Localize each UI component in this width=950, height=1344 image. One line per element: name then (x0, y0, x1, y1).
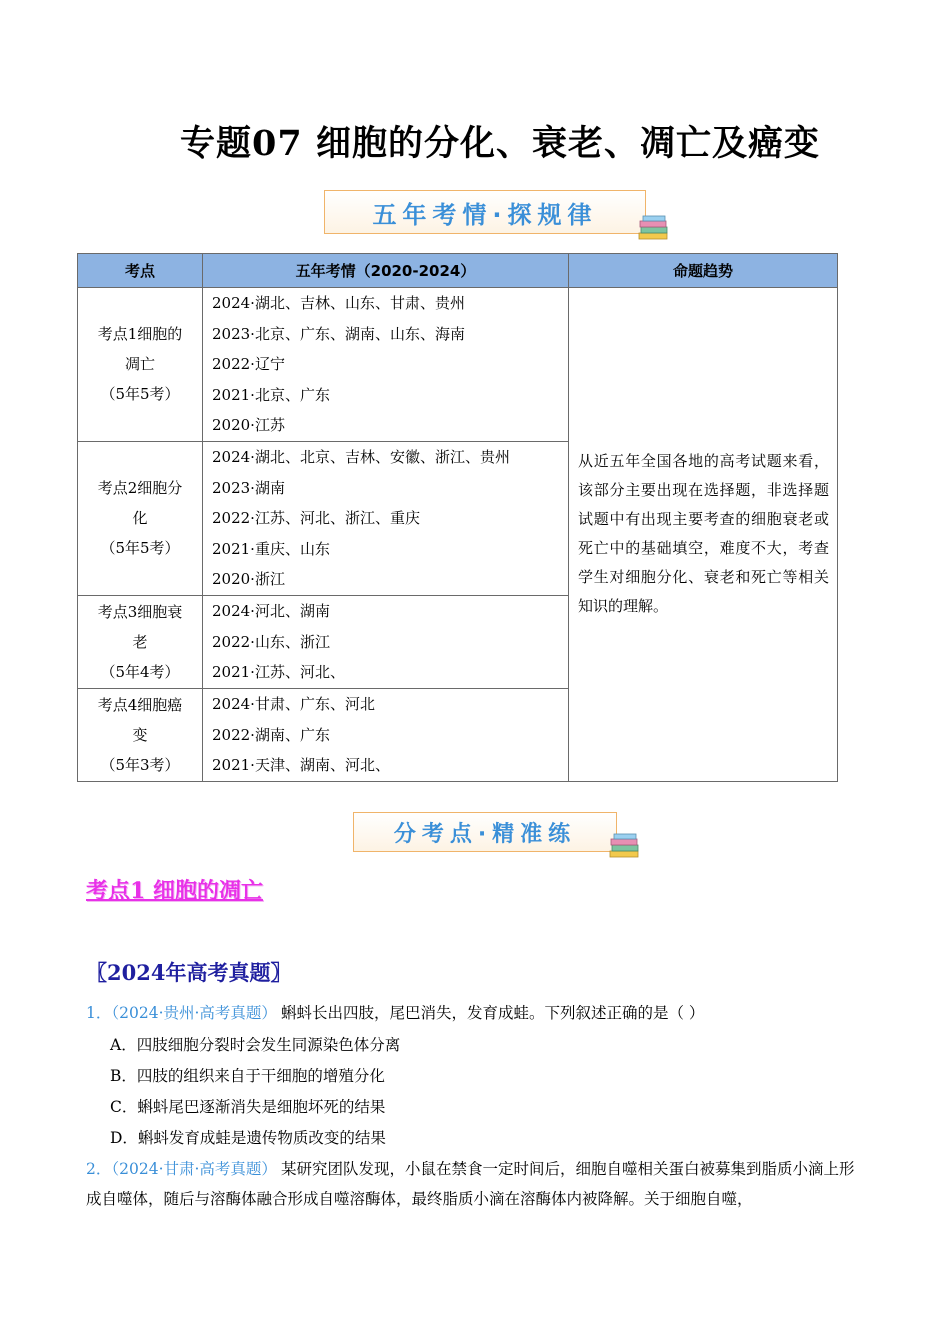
year-entry: 2020·江苏 (212, 416, 285, 435)
point-label: 考点4细胞癌 (97, 695, 183, 714)
header-point: 考点 (78, 254, 203, 288)
years-cell (203, 595, 569, 688)
year-entry: 2024·湖北、吉林、山东、甘肃、贵州 (212, 294, 465, 312)
header-years: 五年考情（2020-2024） (203, 254, 569, 288)
year-entry: 2022·江苏、河北、浙江、重庆 (212, 509, 420, 528)
point-label: 化 (132, 509, 148, 528)
question-number: 2． (86, 1160, 112, 1178)
question-stem: 某研究团队发现，小鼠在禁食一定时间后，细胞自噬相关蛋白被募集到脂质小滴上形成自噬体，随后与溶酶体融合形成自噬溶酶体，最终脂质小滴在溶酶体内被降解。关于细胞自噬， (86, 1160, 855, 1208)
year-entry: 2022·湖南、广东 (212, 725, 330, 744)
books-icon (637, 215, 671, 241)
point-cell (78, 595, 203, 688)
point-count: （5年5考） (100, 539, 180, 558)
year-entry: 2021·重庆、山东 (212, 539, 330, 558)
exam-analysis-table (77, 253, 838, 782)
option-c: C．蝌蚪尾巴逐渐消失是细胞坏死的结果 (110, 1098, 386, 1116)
question-1 (86, 998, 704, 1028)
point-label: 老 (132, 632, 148, 651)
point-label: 变 (132, 725, 148, 744)
point-cell (78, 441, 203, 595)
point-label: 凋亡 (124, 355, 155, 374)
years-cell (203, 441, 569, 595)
year-entry: 2023·北京、广东、湖南、山东、海南 (212, 324, 465, 343)
banner-label: 分考点·精准练 (393, 821, 577, 847)
question-2 (86, 1154, 866, 1214)
year-entry: 2021·北京、广东 (212, 385, 330, 404)
banner-label: 五年考情·探规律 (372, 200, 598, 229)
point-count: （5年4考） (100, 662, 180, 681)
subheading: 〖2024年高考真题〗 (86, 960, 292, 985)
option-a: A．四肢细胞分裂时会发生同源染色体分离 (110, 1036, 401, 1054)
year-entry: 2021·天津、湖南、河北、 (212, 756, 390, 775)
trend-cell: 从近五年全国各地的高考试题来看，该部分主要出现在选择题，非选择题试题中有出现主要考查的细胞衰老或死亡中的基础填空，难度不大，考查学生对细胞分化、衰老和死亡等相关知识的理解。 (569, 288, 838, 782)
option-d: D．蝌蚪发育成蛙是遗传物质改变的结果 (110, 1129, 386, 1147)
point-cell (78, 688, 203, 781)
point-count: （5年5考） (100, 385, 180, 404)
point-cell (78, 288, 203, 442)
year-entry: 2024·河北、湖南 (212, 601, 330, 620)
point-label: 考点3细胞衰 (97, 602, 183, 621)
question-number: 1． (86, 1004, 112, 1022)
section-title: 考点1 细胞的凋亡 (86, 878, 263, 904)
section-banner-trends (324, 190, 646, 234)
year-entry: 2024·湖北、北京、吉林、安徽、浙江、贵州 (212, 447, 510, 466)
page-title: 专题07 细胞的分化、衰老、凋亡及癌变 (180, 123, 820, 164)
question-source: （2024·甘肃·高考真题） (111, 1160, 277, 1178)
year-entry: 2022·山东、浙江 (212, 632, 330, 651)
point-label: 考点1细胞的 (97, 325, 183, 344)
years-cell (203, 288, 569, 442)
years-cell (203, 688, 569, 781)
option-b: B．四肢的组织来自于干细胞的增殖分化 (110, 1067, 385, 1085)
year-entry: 2020·浙江 (212, 570, 285, 589)
point-count: （5年3考） (100, 755, 180, 774)
question-stem: 蝌蚪长出四肢，尾巴消失，发育成蛙。下列叙述正确的是（ ） (280, 1004, 705, 1022)
year-entry: 2021·江苏、河北、 (212, 663, 345, 682)
year-entry: 2024·甘肃、广东、河北 (212, 694, 375, 713)
section-banner-practice (353, 812, 617, 852)
header-trend: 命题趋势 (569, 254, 838, 288)
books-icon (608, 833, 642, 859)
year-entry: 2023·湖南 (212, 478, 285, 497)
year-entry: 2022·辽宁 (212, 355, 285, 374)
point-label: 考点2细胞分 (97, 479, 183, 498)
question-source: （2024·贵州·高考真题） (111, 1004, 277, 1022)
